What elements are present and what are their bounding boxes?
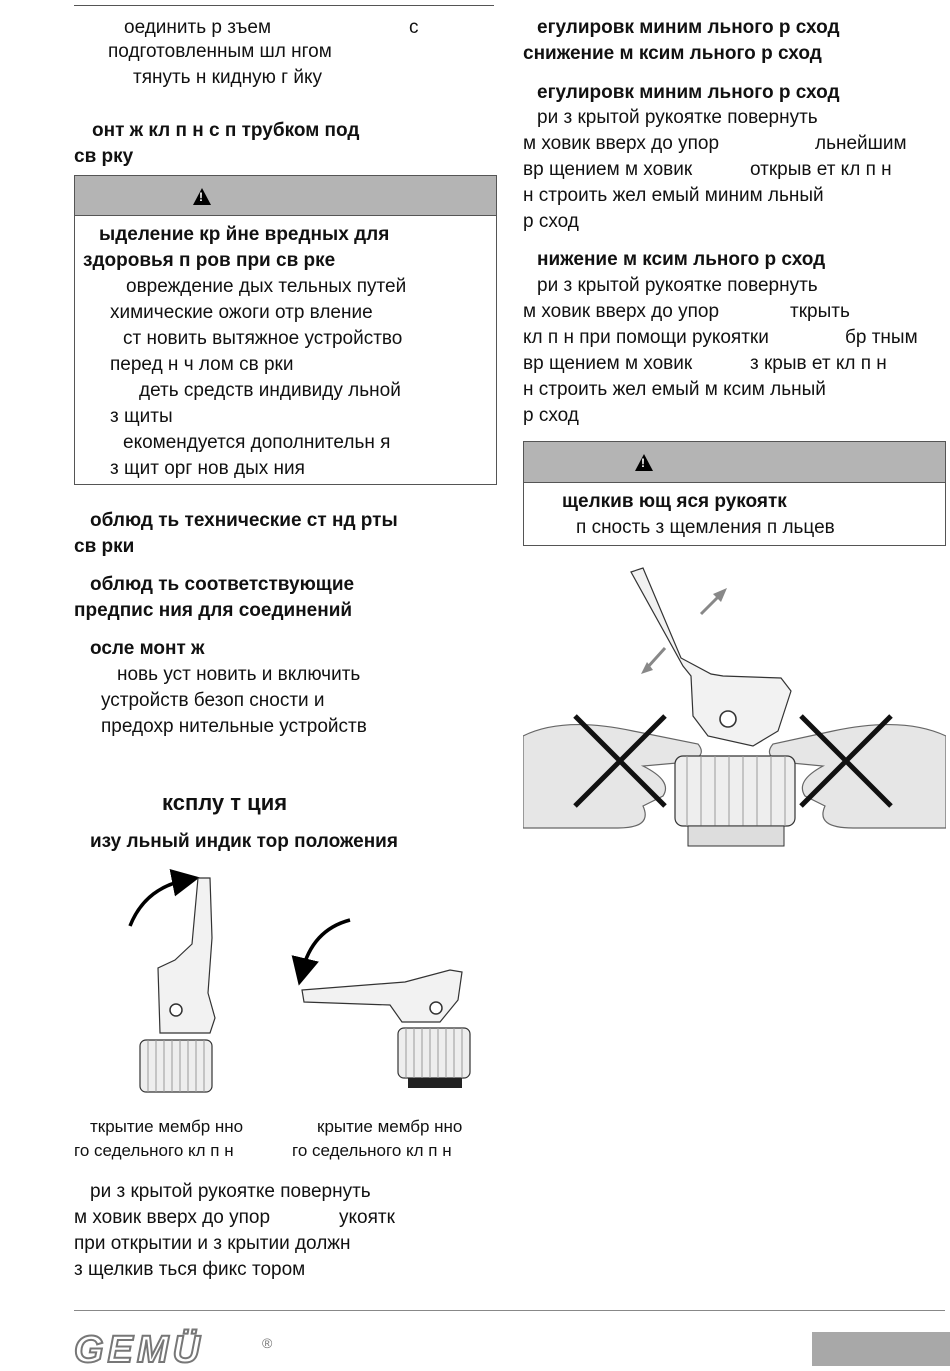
- caption-open-2: го седельного кл п н: [74, 1141, 234, 1160]
- warning-line-5: деть средств индивиду льной: [139, 380, 401, 401]
- handwheel-icon: [675, 756, 795, 826]
- pinch-warning-title: щелкив ющ яся рукоятк: [562, 491, 787, 512]
- operation-heading: ксплу т ция: [162, 790, 288, 815]
- pinch-warning-box: [523, 441, 946, 546]
- warning-line-4: перед н ч лом св рки: [110, 354, 294, 375]
- min-line-4: н строить жел емый миним льный: [523, 185, 824, 206]
- max-line-5: н строить жел емый м ксим льный: [523, 379, 826, 400]
- max-line-4: вр щением м ховик: [523, 353, 693, 374]
- bottom-line-4: з щелкив ться фикс тором: [74, 1259, 306, 1280]
- min-line-5: р сход: [523, 211, 579, 232]
- min-line-2: м ховик вверх до упор: [523, 133, 720, 154]
- max-line-4b: з крыв ет кл п н: [750, 353, 887, 374]
- regulations-2: предпис ния для соединений: [74, 600, 353, 621]
- warning-title-2: здоровья п ров при св рке: [83, 250, 336, 271]
- intro-line-1b: с: [409, 17, 419, 38]
- registered-mark: ®: [262, 1335, 273, 1351]
- handwheel-icon: [140, 1040, 212, 1092]
- bottom-rule: [74, 1310, 945, 1311]
- warning-line-7: екомендуется дополнительн я: [123, 432, 391, 453]
- bottom-line-1: ри з крытой рукоятке повернуть: [90, 1181, 371, 1202]
- caption-closed-1: крытие мембр нно: [317, 1117, 463, 1136]
- mount-heading-1: онт ж кл п н с п трубком под: [92, 120, 360, 141]
- welding-warning-box: [74, 175, 497, 485]
- top-rule: [74, 5, 494, 6]
- after-mount-line-2: устройств безоп сности и: [101, 690, 325, 711]
- min-heading: егулировк миним льного р сход: [537, 82, 840, 103]
- intro-line-1: оединить р зъем: [124, 17, 272, 38]
- max-line-3b: бр тным: [845, 327, 918, 348]
- open-valve-illustration: [120, 868, 230, 1100]
- warning-line-6: з щиты: [110, 406, 173, 427]
- after-mount-line-1: новь уст новить и включить: [117, 664, 361, 685]
- warning-title-1: ыделение кр йне вредных для: [99, 224, 390, 245]
- closed-valve-illustration: [290, 910, 490, 1102]
- intro-line-2: подготовленным шл нгом: [108, 41, 332, 62]
- max-line-2: м ховик вверх до упор: [523, 301, 720, 322]
- warning-line-1: овреждение дых тельных путей: [126, 276, 407, 297]
- rotate-up-arrow-icon: [130, 880, 186, 926]
- indicator-heading: изу льный индик тор положения: [90, 831, 398, 852]
- max-heading: нижение м ксим льного р сход: [537, 249, 826, 270]
- caption-open-1: ткрытие мембр нно: [90, 1117, 244, 1136]
- max-line-1: ри з крытой рукоятке повернуть: [537, 275, 818, 296]
- warning-box-header: [75, 176, 496, 216]
- min-line-3b: открыв ет кл п н: [750, 159, 892, 180]
- warning-triangle-icon: [635, 454, 653, 471]
- min-line-1: ри з крытой рукоятке повернуть: [537, 107, 818, 128]
- standards-1: облюд ть технические ст нд рты: [90, 510, 398, 531]
- warning-line-8: з щит орг нов дых ния: [110, 458, 305, 479]
- bottom-line-3: при открытии и з крытии должн: [74, 1233, 351, 1254]
- page-number-box: [812, 1332, 950, 1366]
- gemu-logo: GEMÜ: [74, 1329, 204, 1371]
- standards-2: св рки: [74, 536, 135, 557]
- handwheel-icon: [398, 1028, 470, 1078]
- after-mount-heading: осле монт ж: [90, 638, 205, 659]
- regulations-1: облюд ть соответствующие: [90, 574, 355, 595]
- bottom-line-2: м ховик вверх до упор: [74, 1207, 271, 1228]
- max-line-3: кл п н при помощи рукоятки: [523, 327, 769, 348]
- min-line-3: вр щением м ховик: [523, 159, 693, 180]
- handle-icon: [158, 878, 215, 1033]
- intro-line-3: тянуть н кидную г йку: [133, 67, 323, 88]
- warning-box-header: [524, 442, 945, 483]
- max-line-6: р сход: [523, 405, 579, 426]
- right-hand-icon: [769, 725, 946, 828]
- right-heading-2: снижение м ксим льного р сход: [523, 43, 822, 64]
- warning-line-3: ст новить вытяжное устройство: [123, 328, 403, 349]
- after-mount-line-3: предохр нительные устройств: [101, 716, 367, 737]
- bottom-line-2b: укоятк: [339, 1207, 395, 1228]
- warning-triangle-icon: [193, 188, 211, 205]
- hands-warning-illustration: [523, 566, 946, 848]
- pinch-warning-line: п сность з щемления п льцев: [576, 517, 835, 538]
- rotate-down-arrow-icon: [302, 920, 350, 972]
- warning-line-2: химические ожоги отр вление: [110, 302, 373, 323]
- caption-closed-2: го седельного кл п н: [292, 1141, 452, 1160]
- right-heading-1: егулировк миним льного р сход: [537, 17, 840, 38]
- mount-heading-2: св рку: [74, 146, 134, 167]
- min-line-2b: льнейшим: [815, 133, 907, 154]
- max-line-2b: ткрыть: [790, 301, 850, 322]
